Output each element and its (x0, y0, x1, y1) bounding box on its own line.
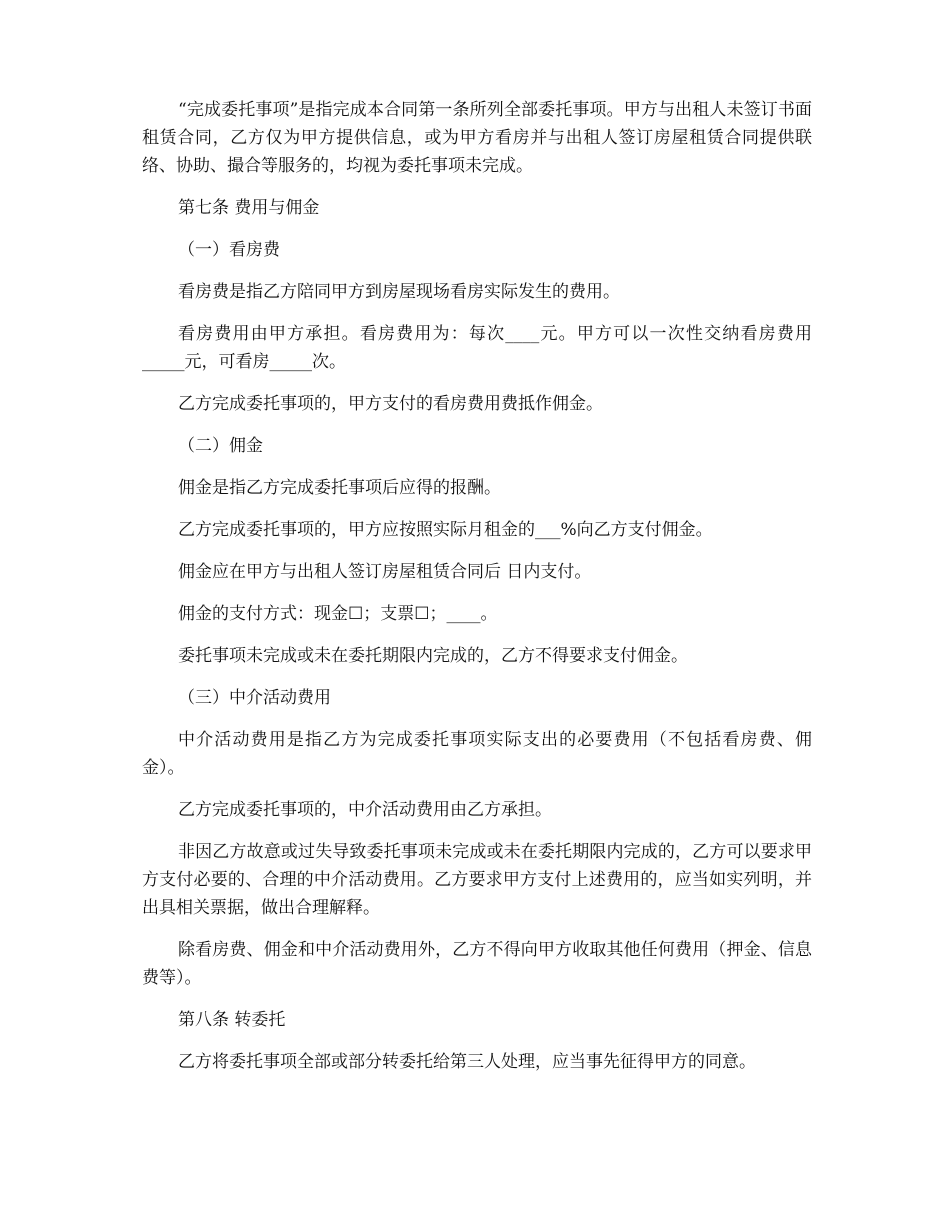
section-commission-heading: （二）佣金 (178, 436, 263, 456)
paragraph-no-commission: 委托事项未完成或未在委托期限内完成的，乙方不得要求支付佣金。 (178, 646, 688, 666)
paragraph-completion-definition: “完成委托事项”是指完成本合同第一条所列全部委托事项。甲方与出租人未签订书面租赁合同，乙方仅为甲方提供信息，或为甲方看房并与出租人签订房屋租赁合同提供联络、协助、撮合等服务的，均视为委托事项未完成。 (142, 100, 812, 176)
paragraph-viewing-fee-offset: 乙方完成委托事项的，甲方支付的看房费用费抵作佣金。 (178, 394, 603, 414)
paragraph-intermediary-fees-borne: 乙方完成委托事项的，中介活动费用由乙方承担。 (178, 800, 552, 820)
section-viewing-fee-heading: （一）看房费 (178, 240, 280, 260)
paragraph-subdelegation: 乙方将委托事项全部或部分转委托给第三人处理，应当事先征得甲方的同意。 (178, 1052, 756, 1072)
document-body (142, 96, 812, 1090)
section-intermediary-fees-heading: （三）中介活动费用 (178, 688, 331, 708)
paragraph-commission-deadline: 佣金应在甲方与出租人签订房屋租赁合同后 日内支付。 (178, 562, 592, 582)
paragraph-payment-method: 佣金的支付方式：现金☐；支票☐；____。 (178, 604, 498, 624)
paragraph-intermediary-fees-definition: 中介活动费用是指乙方为完成委托事项实际支出的必要费用（不包括看房费、佣金）。 (142, 730, 812, 778)
paragraph-no-other-fees: 除看房费、佣金和中介活动费用外，乙方不得向甲方收取其他任何费用（押金、信息费等）。 (142, 940, 812, 988)
paragraph-commission-rate: 乙方完成委托事项的，甲方应按照实际月租金的___%向乙方支付佣金。 (178, 520, 713, 540)
paragraph-viewing-fee-definition: 看房费是指乙方陪同甲方到房屋现场看房实际发生的费用。 (178, 282, 620, 302)
paragraph-intermediary-fees-claim: 非因乙方故意或过失导致委托事项未完成或未在委托期限内完成的，乙方可以要求甲方支付必要的、合理的中介活动费用。乙方要求甲方支付上述费用的，应当如实列明，并出具相关票据，做出合理解释。 (142, 842, 812, 918)
paragraph-viewing-fee-amount: 看房费用由甲方承担。看房费用为：每次____元。甲方可以一次性交纳看房费用_____元，可看房_____次。 (142, 324, 812, 372)
paragraph-commission-definition: 佣金是指乙方完成委托事项后应得的报酬。 (178, 478, 501, 498)
article-7-heading: 第七条 费用与佣金 (178, 198, 320, 218)
article-8-heading: 第八条 转委托 (178, 1010, 286, 1030)
